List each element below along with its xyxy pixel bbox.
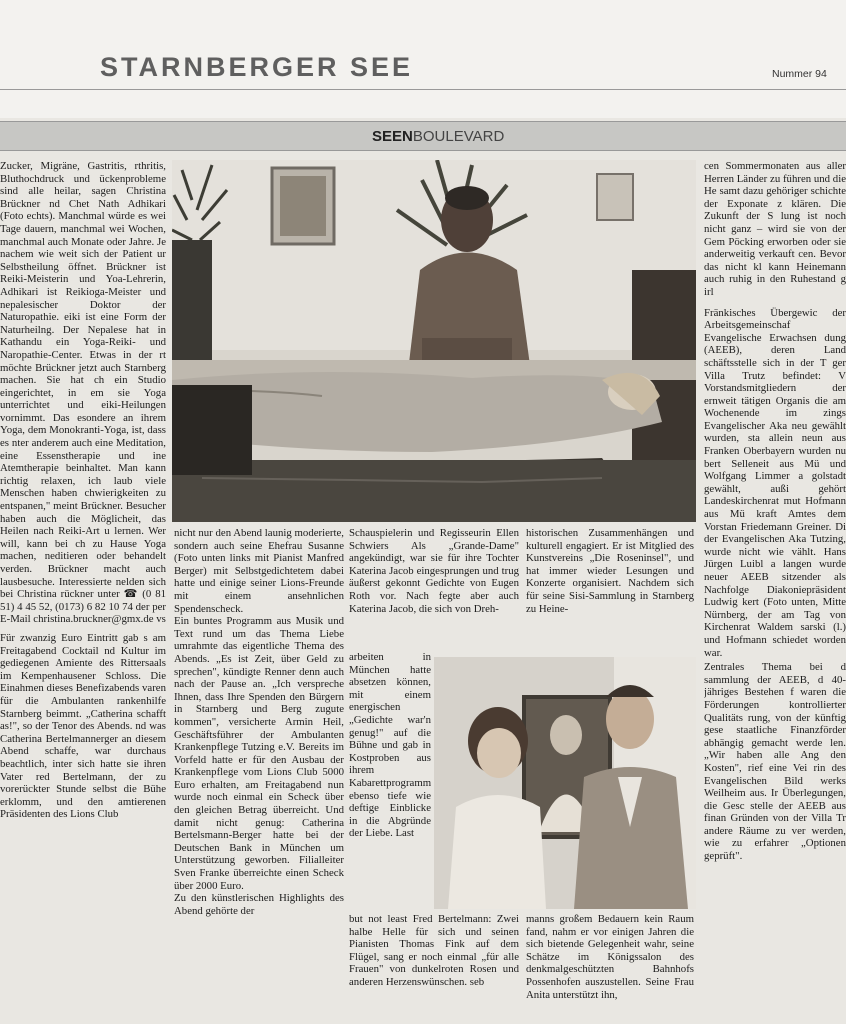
section-label: [372, 128, 504, 145]
article-column-4-bottom: [526, 913, 694, 1024]
article-4-continued: Zentrales Thema bei d sammlung der AEEB, d 40-jähriges Bestehen f waren die Förderungen kontrollierter Qualitäts rung, von der künftig gese staatliche Finanzförder abhängig gemacht werde len. „Wir haben alle Ang den Kosten", rief eine Vei rin des Evangelischen Bild werks Weilheim aus. Ir Überlegungen, die Gesc stelle der AEEB aus finan Gründen von der Villa Tr andere Räume zu ver werden, wie zu erfahrer „Optionen geprüft".: [704, 661, 846, 863]
section-label-suffix: BOULEVARD: [412, 128, 505, 145]
photo-reiki-session: [172, 160, 696, 522]
article-2-col3-bottom: but not least Fred Bertelmann: Zwei halbe Helle für sich und seinen Pianisten Thomas Fink auf dem Flügel, sang er noch einmal „für alle Frauen" von dunkelroten Rosen und anderen Herzenswünschen. seb: [349, 913, 519, 988]
article-column-3-narrow: [349, 651, 431, 913]
article-3-col4-top: historischen Zusammenhängen und kulturell engagiert. Er ist Mitglied des Kunstvereins „Die Roseninsel", und hat immer wieder Lesungen und Konzerte organisiert. Nachdem sich für seine Sisi-Sammlung in Starnberg zu Heine-: [526, 527, 694, 615]
article-column-3-bottom: [349, 913, 519, 1024]
photo-heinemann-couple: [434, 657, 696, 909]
article-column-4-top: [526, 527, 694, 651]
article-3-col4-bottom: manns großem Bedauern kein Raum fand, nahm er vor einigen Jahren die sich bietende Gelegenheit wahr, seine Schätze im Königssalon des denkmalgeschützten Bahnhofs Possenhofen auszustellen. Seine Frau Anita unterstützt ihn,: [526, 913, 694, 1001]
photo-heinemann-couple-illustration: [434, 657, 696, 909]
section-label-prefix: SEEN: [372, 128, 413, 145]
article-2-text: Für zwanzig Euro Eintritt gab s am Freitagabend Cocktail nd Kultur im gediegenen Amiente des Rittersaals im Kempenhausener Schloss. Die Einahmen dieses Benefizabends varen für die Ambulanten rankenhilfe Starnberg beimmt. „Catherina schafft as!", so der Tenor des Abends. nd was Catherina Bertelmannerger an diesem Abend schaffe, war durchaus beachtlich, inter sich hatte sie ihren Vater red Bertelmann, der zu vorerückter Stunde selbst die Bühe erklomm, und den amtierenen Präsidenten des Lions Club: [0, 631, 166, 821]
article-column-5: [704, 160, 846, 1024]
masthead-title: STARNBERGER SEE: [100, 52, 414, 82]
article-1-text: Zucker, Migräne, Gastritis, rthritis, Bluthochdruck und ückenprobleme sind alle heilar, sagen Christina Brückner nd Chet Nath Adhikari (Foto echts). Manchmal würde es wei Tage dauern, manchmal wei Wochen, manchmal auch Monate oder Jahre. Je nachem wie weit sich der Patient ur Selbstheilung öffnet. Brückner ist Reiki-Meisterin und Yoa-Lehrerin, Adhikari ist Reikioga-Meister und nepalesischer Doktor der Naturopathie. eiki ist eine Form der Naturheilng. Der Nepalese hat in Kathandu ein Yoga-Reiki- und Naropathie-Center. Etwas in der rt möchte Brückner jetzt auch Starnberg machen. Sie hat ch ein Studio eingerichtet, in em sie Yoga unterrichtet und eiki-Heilungen vornimmt. Das esondere an ihrem Yoga, dem Monokranti-Yoga, ist, dass es nter anderem auch eine Meditation, eine Essenstherapie und ine Atemtherapie beinhaltet. Man kann richtig relaxen, ich laub viele Menschen haben chwierigkeiten zu entspanen," meint Brückner. Besucher haben auch die Möglicheit, das Heilen nach Reiki-Art u lernen. Wer will, kann bei ch zu Hause Yoga machen, neditieren oder behandelt verden. Brückner macht auch lausbesuche. Interessierte nelden sich bei Christina rückner unter ☎ (0 81 51) 4 45 52, (0173) 6 82 10 74 der per E-Mail christina.bruckner@gmx.de vs: [0, 160, 166, 626]
article-column-3-top: [349, 527, 519, 651]
article-column-1: [0, 160, 166, 1024]
article-2-col3-top: Schauspielerin und Regisseurin Ellen Schwiers Als „Grande-Dame" angekündigt, war sie für ihre Tochter Katerina Jacob eingesprungen und trug äußerst gekonnt Gedichte von Eugen Roth vor. Nach fegte aber auch Katerina Jacob, die sich von Dreh-: [349, 527, 519, 615]
photo-reiki-session-illustration: [172, 160, 696, 522]
header-rule: [0, 89, 846, 90]
article-2-continued: nicht nur den Abend launig moderierte, sondern auch seine Ehefrau Susanne (Foto unten links mit Pianist Manfred Berger) mit Selbstgedichtetem dabei hatte und einige seiner Lions-Freunde mit einem ansehnlichen Spendenscheck. Ein buntes Programm aus Musik und Text rund um das Thema Liebe umrahmte das eigentliche Thema des Abends. „Es ist Zeit, über Geld zu sprechen", kündigte Renner denn auch nach der Pause an. „Ich verspreche Ihnen, dass Ihre Spenden den Bürgern in Starnberg und Berg zugute kommen", versicherte Armin Heil, Geschäftsführer der Ambulanten Krankenpflege Tutzing e.V. Bereits im Vorfeld hatte er für den Ausbau der Krankenpflege vom Lions Club 5000 Euro erhalten, am Freitagabend nun wurde noch einmal ein Scheck über den gleichen Betrag überreicht. Und damit nicht genug: Catherina Bertelsmann-Berger hatte bei der Deutschen Bank in München um Unterstützung geworben. Filialleiter Sven Franke überreichte einen Scheck über 2000 Euro. Zu den künstlerischen Highlights des Abend gehörte der: [174, 527, 344, 917]
issue-number: Nummer 94: [772, 68, 827, 80]
article-4-text: Fränkisches Übergewic der Arbeitsgemeinschaf Evangelische Erwachsen dung (AEEB), deren Land schäftsstelle sich in der T ger Villa Trutz befindet: V Vorstandsmitgliedern der ernweit tätigen Organis die am Wochenende im zings Evangelischer Aka neu gewählt wurden, sta allein neun aus Franken Oberbayern wurden nu bert Selleneit aus Mü und Wolfgang Limmer a golstadt gewählt, außi gehört Landeskirchenrat mut Hofmann aus Mü kraft Amtes dem Vorstan Friedemann Greiner. Di der Evangelischen Aka Tutzing, wurde nicht wie vählt. Hans Jürgen Luibl a langen wurde neuer AEEB sitzender als Nachfolge Diakoniepräsident Ludwig kert (Foto unten, Mitte Nürnberg, der am Tag von Kirchenrat Waldem sarski (l.) und Hofmann schiedet worden war.: [704, 306, 846, 659]
article-2-col3-narrow: arbeiten in München hatte absetzen können, mit einem energischen „Gedichte war'n genug!" auf die Bühne und gab in Kostproben aus ihrem Kabarettprogramm ebenso tiefe wie deftige Einblicke in die Abgründe der Liebe. Last: [349, 651, 431, 840]
article-3-col5-end: cen Sommermonaten aus aller Herren Länder zu führen und die He samt dazu gehöriger schichte der Exponate z klären. Die Zukunft der S lung ist noch nicht ganz – wird sie von der Gem Pöcking erworben oder sie anderweitig verkauft cen. Bevor das nicht kl kann Heinemann auch ruhig in den Ruhestand g irl: [704, 160, 846, 298]
article-column-2: [174, 527, 344, 1024]
